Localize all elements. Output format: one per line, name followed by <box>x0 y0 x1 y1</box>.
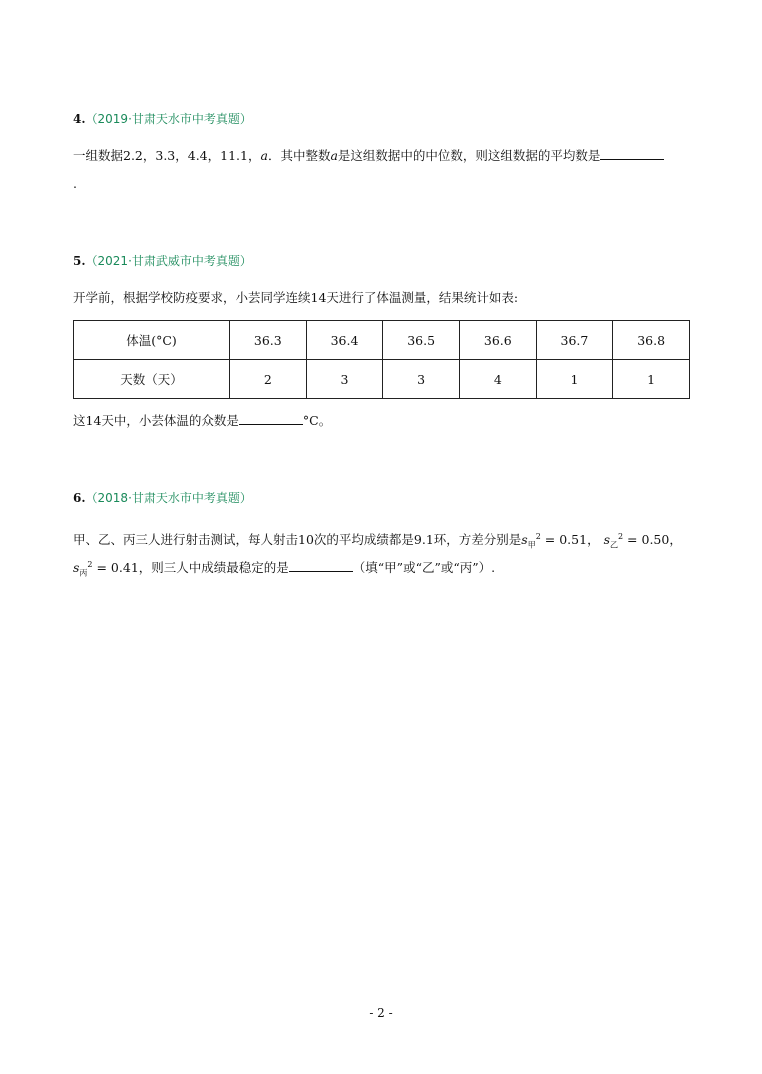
question-4-text-mid: ．其中整数 <box>267 148 331 163</box>
question-6-source: （2018·甘肃天水市中考真题） <box>85 491 252 505</box>
table-cell: 3 <box>306 360 383 399</box>
question-4-variable-a-2: a <box>330 148 338 163</box>
question-6-line-2-text: 则三人中成绩最稳定的是 <box>151 560 289 576</box>
table-cell: 36.4 <box>306 321 383 360</box>
question-5-after-suffix: °C。 <box>302 413 332 428</box>
question-6-answer-blank[interactable] <box>289 559 353 572</box>
table-cell: 36.5 <box>383 321 460 360</box>
variance-sub-yi: 乙 <box>609 540 618 550</box>
question-5-after <box>73 412 331 430</box>
question-5-number: 5. <box>73 254 86 268</box>
question-4-answer-blank[interactable] <box>600 147 664 160</box>
question-4-variable-a: a <box>260 148 268 163</box>
table-header-temperature: 体温(°C) <box>74 321 230 360</box>
table-cell: 1 <box>613 360 690 399</box>
question-6-header <box>73 490 252 506</box>
variance-sub-bing: 丙 <box>79 568 88 578</box>
question-4-header <box>73 111 252 127</box>
table-row-days <box>74 360 690 399</box>
variance-value-jia: = 0.51， <box>540 532 600 548</box>
question-6-line-2-suffix: （填“甲”或“乙”或“丙”）. <box>352 560 496 576</box>
question-4-text-end: 是这组数据中的中位数，则这组数据的平均数是 <box>337 148 601 163</box>
question-5-header <box>73 253 252 269</box>
variance-value-bing: = 0.41， <box>92 560 152 576</box>
table-row-temperature <box>74 321 690 360</box>
question-4-line-2: . <box>73 176 77 191</box>
question-5-source: （2021·甘肃武威市中考真题） <box>85 254 252 268</box>
question-4-number: 4. <box>73 112 86 126</box>
table-cell: 1 <box>536 360 613 399</box>
question-5-intro: 开学前，根据学校防疫要求，小芸同学连续14天进行了体温测量，结果统计如表: <box>73 290 519 305</box>
question-4-source: （2019·甘肃天水市中考真题） <box>85 112 252 126</box>
page-number: - 2 - <box>369 1006 393 1020</box>
question-5-answer-blank[interactable] <box>239 412 303 425</box>
question-6-text-start: 甲、乙、丙三人进行射击测试，每人射击10次的平均成绩都是9.1环，方差分别是 <box>73 532 522 548</box>
table-cell: 2 <box>230 360 307 399</box>
temperature-table <box>73 320 690 399</box>
variance-sup-jia: 2 <box>535 532 541 541</box>
variance-sub-jia: 甲 <box>527 540 536 550</box>
question-4-line-1 <box>73 147 664 165</box>
question-5-after-prefix: 这14天中，小芸体温的众数是 <box>73 413 239 428</box>
question-6-number: 6. <box>73 491 86 505</box>
table-cell: 36.7 <box>536 321 613 360</box>
variance-sup-bing: 2 <box>87 560 93 569</box>
question-6-line-2 <box>73 556 495 583</box>
table-cell: 36.6 <box>459 321 536 360</box>
variance-value-yi: = 0.50， <box>623 532 682 548</box>
table-cell: 36.3 <box>230 321 307 360</box>
variance-s-bing: s <box>73 560 80 576</box>
table-cell: 36.8 <box>613 321 690 360</box>
variance-sup-yi: 2 <box>617 532 624 541</box>
table-cell: 3 <box>383 360 460 399</box>
table-cell: 4 <box>459 360 536 399</box>
variance-s-jia: s <box>521 532 528 548</box>
variance-s-yi: s <box>603 532 610 548</box>
question-6-line-1 <box>73 528 682 555</box>
question-4-text-start: 一组数据2.2，3.3，4.4，11.1， <box>73 148 261 163</box>
table-header-days: 天数（天） <box>74 360 230 399</box>
